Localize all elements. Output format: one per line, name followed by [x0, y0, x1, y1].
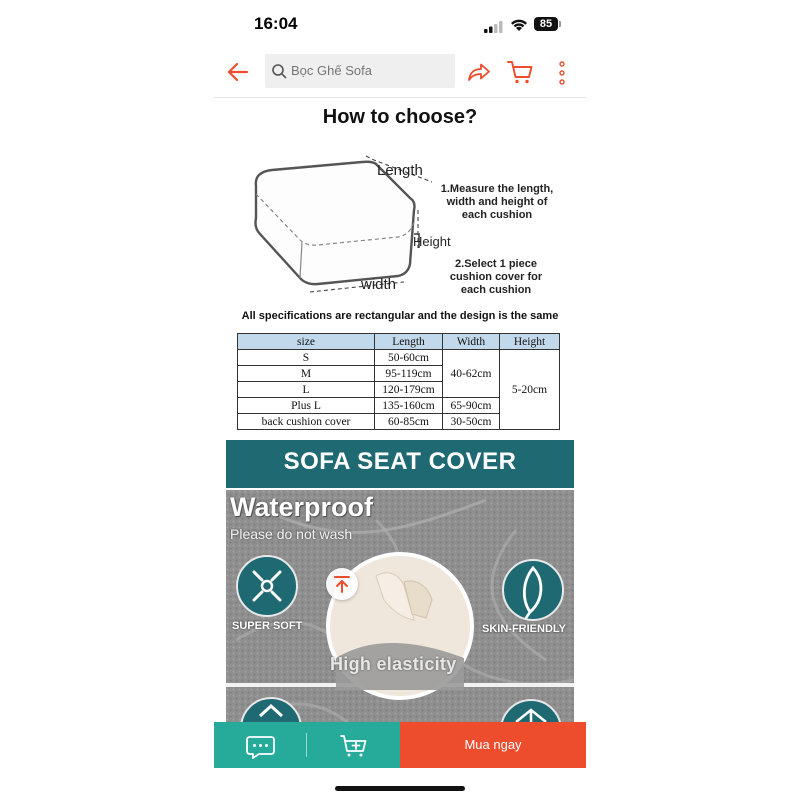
header-height: Height [500, 334, 560, 350]
size-cell: Plus L [238, 398, 375, 414]
guide-title: How to choose? [322, 106, 478, 128]
battery-tip [559, 21, 561, 27]
height-label: Height [413, 234, 451, 249]
search-input[interactable] [291, 54, 451, 88]
sofa-seat-cover-banner [226, 440, 574, 488]
home-indicator[interactable] [335, 786, 465, 791]
length-cell: 135-160cm [375, 398, 443, 414]
table-row [238, 350, 560, 366]
high-elasticity-text: High elasticity [330, 654, 457, 674]
battery-indicator: 85 [534, 17, 558, 31]
size-cell: L [238, 382, 375, 398]
back-arrow-icon[interactable] [224, 58, 252, 86]
length-cell: 50-60cm [375, 350, 443, 366]
fabric-texture [226, 490, 574, 723]
width-cell: 65-90cm [443, 398, 500, 414]
width-cell: 30-50cm [443, 414, 500, 430]
skin-friendly-label: SKIN-FRIENDLY [482, 623, 566, 635]
length-cell: 60-85cm [375, 414, 443, 430]
size-cell: M [238, 366, 375, 382]
header-length: Length [375, 334, 443, 350]
step-two-text: 2.Select 1 piece cushion cover for each cushion [449, 258, 543, 296]
arrow-up-icon [326, 568, 358, 600]
width-label: width [361, 276, 397, 293]
status-bar [214, 8, 586, 42]
status-time: 16:04 [254, 14, 298, 33]
length-cell: 95-119cm [375, 366, 443, 382]
buy-now-button[interactable]: Mua ngay [400, 722, 586, 768]
add-to-cart-icon [307, 722, 400, 768]
shared-height-cell: 5-20cm [500, 350, 560, 430]
super-soft-label: SUPER SOFT [232, 620, 303, 632]
step-one-text: 1.Measure the length, width and height of each cushion [440, 183, 554, 221]
signal-icon [484, 21, 504, 33]
header-width: Width [443, 334, 500, 350]
search-box[interactable] [265, 54, 455, 88]
shared-width-cell: 40-62cm [443, 350, 500, 398]
add-to-cart-button[interactable] [307, 722, 400, 768]
wifi-icon [510, 18, 528, 32]
banner-text: SOFA SEAT COVER [283, 448, 517, 475]
size-cell: S [238, 350, 375, 366]
share-icon[interactable] [466, 59, 492, 85]
cart-icon[interactable] [506, 58, 534, 86]
waterproof-title: Waterproof [230, 492, 373, 522]
waterproof-subtitle: Please do not wash [230, 526, 353, 542]
table-header-row [238, 334, 560, 350]
spec-note: All specifications are rectangular and the design is the same [241, 310, 559, 322]
top-header [214, 50, 586, 96]
chat-icon [214, 722, 307, 768]
scroll-to-top-button[interactable] [326, 568, 358, 600]
product-description-image [214, 98, 586, 723]
size-table [237, 333, 560, 430]
chat-button[interactable] [214, 722, 307, 768]
search-icon [271, 63, 287, 79]
waterproof-fabric-photo [226, 490, 574, 723]
bottom-action-bar [214, 722, 586, 768]
length-label: Length [377, 162, 423, 179]
header-size: size [238, 334, 375, 350]
length-cell: 120-179cm [375, 382, 443, 398]
size-cell: back cushion cover [238, 414, 375, 430]
more-icon[interactable] [554, 60, 570, 86]
